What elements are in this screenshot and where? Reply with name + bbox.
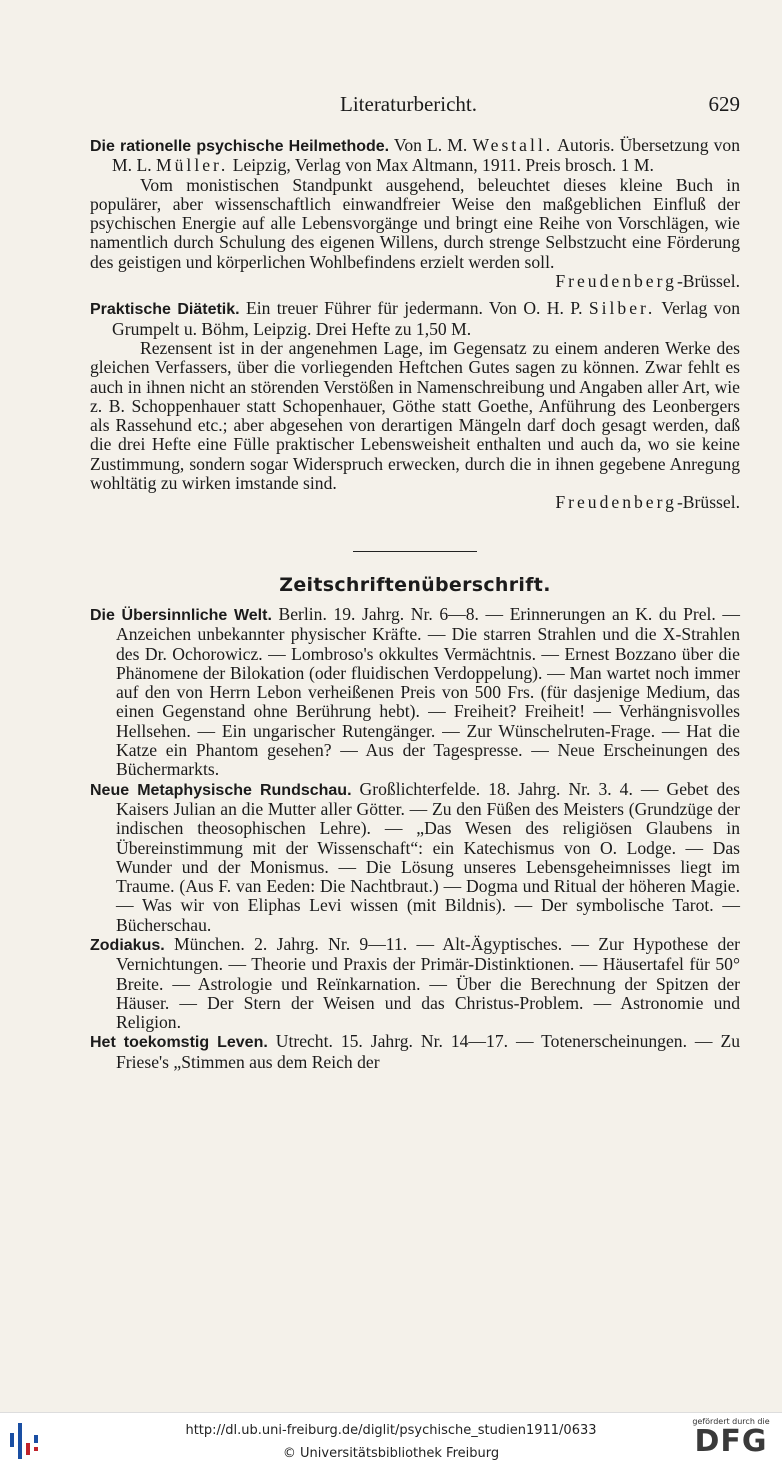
periodical-entry (90, 1032, 740, 1072)
review-author: Silber. (588, 298, 656, 319)
periodical-text: Großlichterfelde. 18. Jahrg. Nr. 3. 4. — Gebet des Kaisers Julian an die Mutter aller Götter. — Zu den Füßen des Meisters (Grundzüge der indischen theosophischen Lehre). — „Das Wesen des religiösen Glaubens in Übereinstimmung mit der Wissenschaft“: ein Katechismus von O. Lodge. — Das Wunder und der Monismus. — Die Lösung unseres Lebensgeheimnisses liegt im Traume. (Aus F. van Eeden: Die Nachtbraut.) — Dogma und Ritual der höheren Magie. — Was wir von Eliphas Levi wissen (mit Bildnis). — Der symbolische Tarot. — Bücherschau. (116, 778, 740, 935)
review-translator: Müller. (155, 155, 229, 176)
review-entry (90, 136, 740, 291)
copyright-notice: © Universitätsbibliothek Freiburg (282, 1446, 500, 1461)
section-title: Zeitschriftenüberschrift. (279, 573, 551, 596)
section-divider (353, 551, 477, 552)
review-signature: Freudenberg-Brüssel. (555, 271, 740, 292)
review-body: Vom monistischen Standpunkt ausgehend, beleuchtet dieses kleine Buch in populärer, aber wissenschaftlich einwandfreier Weise den maßgeblichen Einfluß der psychischen Energie auf alle Lebensvorgänge und bringt eine Reihe von Vorschlägen, wie namentlich durch Schulung des eigenen Willens, durch strenge Selbstzucht eine Förderung des geistigen und körperlichen Wohlbefindens erzielt werden soll. (90, 174, 740, 272)
periodical-title: Neue Metaphysische Rundschau. (90, 781, 352, 799)
periodical-text: München. 2. Jahrg. Nr. 9—11. — Alt-Ägyptisches. — Zur Hypothese der Vernichtungen. — Theorie und Praxis der Primär-Distinktionen. — Häusertafel für 50° Breite. — Astrologie und Reïnkarnation. — Über die Berechnung der Spitzen der Häuser. — Der Stern der Weisen und das Christus-Problem. — Astronomie und Religion. (116, 933, 740, 1033)
review-title: Praktische Diätetik. (90, 301, 240, 319)
review-body: Rezensent ist in der angenehmen Lage, im Gegensatz zu einem anderen Werke des gleichen Verfassers, über die vorliegenden Heftchen Gutes sagen zu können. Zwar fehlt es auch in ihnen nicht an störenden Verstößen in Namenschreibung und Angaben aller Art, wie z. B. Schoppenhauer statt Schopenhauer, Göthe statt Goethe, Anführung des Leonbergers als Rassehund etc.; aber abgesehen von derartigen Mängeln darf doch gesagt werden, daß die drei Hefte eine Fülle praktischer Lebensweisheit enthalten und auch da, wo sie keine Zustimmung, sondern sogar Widerspruch erwecken, durch die in ihnen gegebene Anregung wohltätig zu wirken imstande sind. (90, 337, 740, 494)
review-heading: Die rationelle psychische Heilmethode. Von L. M. Westall. Autoris. Übersetzung von M. L. Müller. Leipzig, Verlag von Max Altmann, 1911. Preis brosch. 1 M. (90, 135, 740, 176)
running-title: Literaturbericht. (340, 92, 478, 116)
running-head (90, 92, 740, 116)
review-entry (90, 299, 740, 512)
periodical-entry (90, 605, 740, 780)
periodical-text: Berlin. 19. Jahrg. Nr. 6—8. — Erinnerungen an K. du Prel. — Anzeichen unbekannter physischer Kräfte. — Die starren Strahlen und die X-Strahlen des Dr. Ochorowicz. — Lombroso's okkultes Vermächtnis. — Ernest Bozzano über die Phänomene der Bilokation (oder fluidischen Verdoppelung). — Man wartet noch immer auf den von Herrn Lebon verheißenen Preis von 500 Frs. (für dasjenige Medium, das einen Gegenstand ohne Berührung hebt). — Freiheit? Freiheit! — Verhängnisvolles Hellsehen. — Ein ungarischer Rutengänger. — Zur Wünschelruten-Frage. — Hat die Katze ein Phantom gesehen? — Aus der Tagespresse. — Neue Erscheinungen des Büchermarkts. (116, 603, 740, 780)
review-signature: Freudenberg-Brüssel. (555, 492, 740, 513)
periodical-title: Zodiakus. (90, 936, 165, 954)
periodical-title: Die Übersinnliche Welt. (90, 606, 272, 624)
permalink[interactable]: http://dl.ub.uni-freiburg.de/diglit/psychische_studien1911/0633 (185, 1423, 597, 1438)
periodical-title: Het toekomstig Leven. (90, 1034, 268, 1052)
page-content (90, 136, 740, 1072)
page-number: 629 (708, 92, 740, 116)
periodical-entry (90, 935, 740, 1032)
periodical-entry (90, 780, 740, 935)
review-heading: Praktische Diätetik. Ein treuer Führer für jedermann. Von O. H. P. Silber. Verlag von Grumpelt u. Böhm, Leipzig. Drei Hefte zu 1,50 M. (90, 298, 740, 339)
periodical-text: Utrecht. 15. Jahrg. Nr. 14—17. — Totenerscheinungen. — Zu Friese's „Stimmen aus dem Reich der (116, 1031, 741, 1072)
dfg-logo-icon: gefördert durch die DFG (692, 1417, 770, 1459)
viewer-footer (0, 1412, 782, 1470)
review-author: Westall. (472, 135, 554, 155)
review-title: Die rationelle psychische Heilmethode. (90, 138, 390, 155)
